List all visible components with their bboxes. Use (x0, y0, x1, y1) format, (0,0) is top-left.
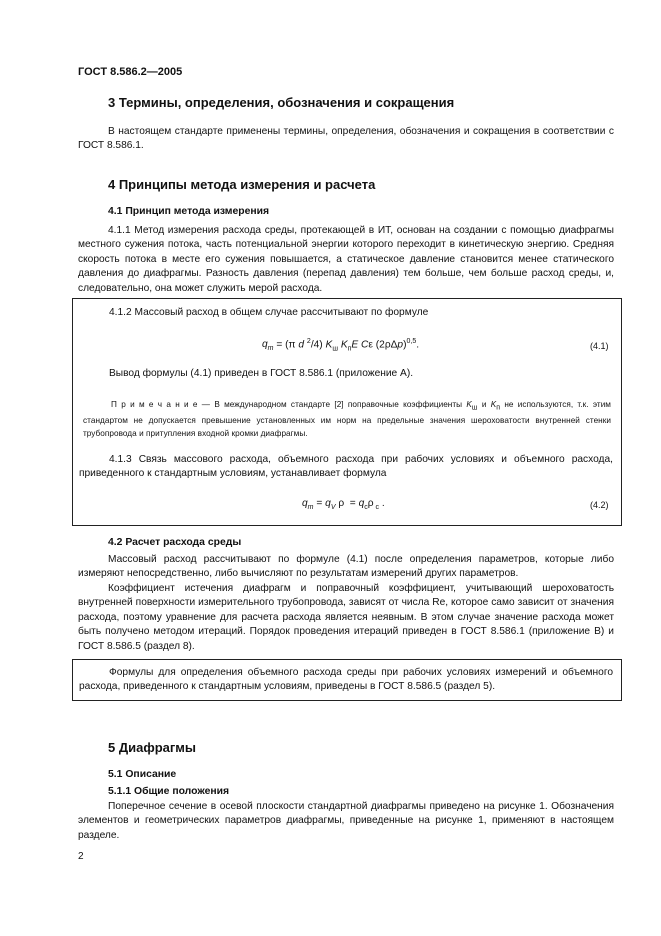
formula-box-1 (72, 298, 622, 526)
paragraph-4-2-1: Массовый расход рассчитывают по формуле (4.1) после определения параметров, которые либо измеряют непосредственно, либо вычисляют по результатам измерений других параметров. (78, 554, 614, 580)
note-text-part3: не используются, т.к. этим стандартом не допускается превышение установленных им норм на предельные значения шероховатости внутренней стенки трубопровода и притупления входной кромки диафрагмы. (83, 400, 611, 439)
paragraph-4-2-2: Коэффициент истечения диафрагм и поправочный коэффициент, учитывающий шероховатость внутренней поверхности измерительного трубопровода, зависят от числа Re, которое само зависит от значения расхода, поэтому уравнение для расчета расхода является неявным. В этом случае значение расхода может быть получено методом итераций. Порядок проведения итераций приведен в ГОСТ 8.586.1 (приложение В) и ГОСТ 8.586.5 (раздел 8). (78, 583, 614, 652)
paragraph-5-1-1: Поперечное сечение в осевой плоскости стандартной диафрагмы приведено на рисунке 1. Обозначения элементов и геометрических параметров диафрагмы, приведенные на рисунке 1, применяют в настоящем разделе. (78, 801, 614, 841)
paragraph-4-1-3: 4.1.3 Связь массового расхода, объемного расхода при рабочих условиях и объемного расхода, приведенного к стандартным условиям, устанавливает формула (79, 454, 613, 480)
paragraph-4-1-1: 4.1.1 Метод измерения расхода среды, протекающей в ИТ, основан на создании с помощью диафрагмы местного сужения потока, часть потенциальной энергии которого переходит в кинетическую энергию. Средняя скорость потока в месте его сужения повышается, а статическое давление становится менее статического давления до диафрагмы. Разность давления (перепад давления) тем больше, чем больше расход среды, и, следовательно, она может служить мерой расхода. (78, 225, 614, 294)
note-text-part1: В международном стандарте [2] поправочные коэффициенты (214, 400, 463, 409)
note-text-part2: и (481, 400, 487, 409)
section-3-title: 3 Термины, определения, обозначения и сокращения (108, 95, 455, 110)
section-3-text: В настоящем стандарте применены термины, определения, обозначения и сокращения в соответствии с ГОСТ 8.586.1. (78, 126, 614, 152)
subsection-4-1-title: 4.1 Принцип метода измерения (108, 206, 270, 217)
formula-box-2 (72, 659, 622, 701)
formula-4-2: $q_m = q_V$ $\rho = q_c\rho$ $_c$ . (302, 498, 385, 512)
subsection-5-1-title: 5.1 Описание (108, 769, 177, 780)
formula-4-1-number: (4.1) (590, 341, 609, 351)
volume-flow-note: Формулы для определения объемного расхода среды при рабочих условиях измерений и объемного расхода, приведенного к стандартным условиям, приведены в ГОСТ 8.586.5 (раздел 5). (79, 667, 613, 693)
derivation-note: Вывод формулы (4.1) приведен в ГОСТ 8.586.1 (приложение А). (109, 368, 414, 379)
page-number: 2 (78, 851, 84, 862)
section-5-title: 5 Диафрагмы (108, 740, 197, 755)
subsection-4-2-title: 4.2 Расчет расхода среды (108, 537, 242, 548)
note-label: П р и м е ч а н и е — (111, 400, 211, 409)
document-header: ГОСТ 8.586.2—2005 (78, 66, 183, 78)
subsection-5-1-1-title: 5.1.1 Общие положения (108, 786, 230, 797)
formula-4-2-number: (4.2) (590, 500, 609, 510)
note-block: П р и м е ч а н и е — В международном стандарте [2] поправочные коэффициенты $K_ш$ и $K_п$ не используются, т.к. этим стандартом не допускается превышение установленных им норм на предельные значения шероховатости внутренней стенки трубопровода и притупления входной кромки диафрагмы. (83, 400, 611, 439)
formula-4-1: $q_m = (\pi$ d $^2$/4) $K_ш$ $K_пE$ Cε $(2\rho\Delta p)^{0,5}$. (262, 338, 420, 353)
paragraph-4-1-2: 4.1.2 Массовый расход в общем случае рассчитывают по формуле (109, 307, 429, 318)
section-4-title: 4 Принципы метода измерения и расчета (108, 177, 376, 192)
